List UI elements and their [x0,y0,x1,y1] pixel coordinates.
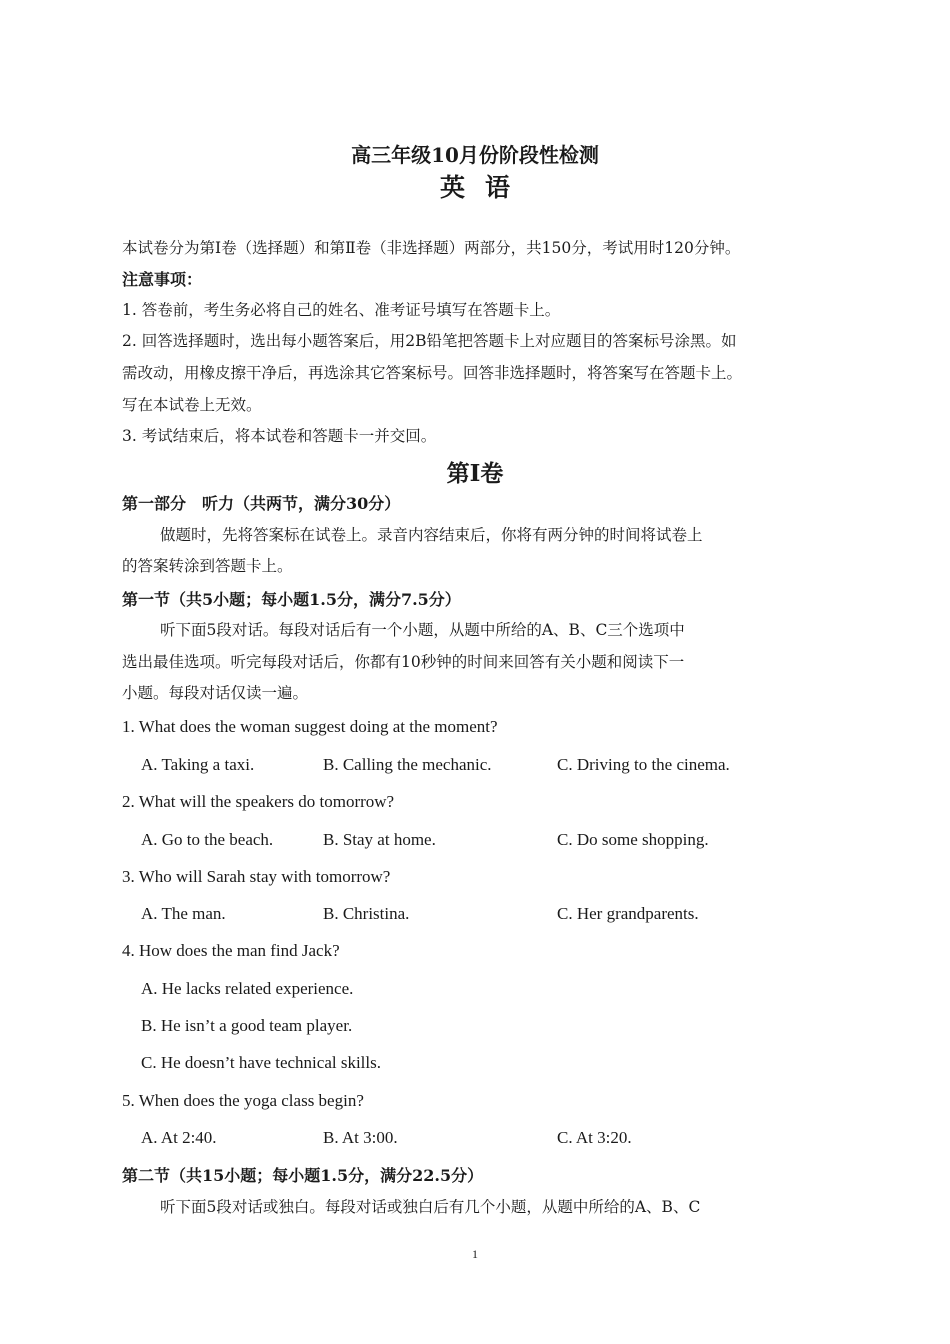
question-2: 2. What will the speakers do tomorrow? [122,792,395,811]
option-b: B. He isn’t a good team player. [141,1016,353,1035]
option-b: B. Stay at home. [323,830,436,849]
option-b: B. Calling the mechanic. [323,755,492,774]
question-5: 5. When does the yoga class begin? [122,1091,364,1110]
section1-instruction: 听下面5段对话。每段对话后有一个小题，从题中所给的A、B、C三个选项中 [160,621,685,639]
option-a: A. Taking a taxi. [141,755,255,774]
page-number: 1 [472,1247,478,1261]
volume-title: 第Ⅰ卷 [446,460,504,487]
option-a: A. Go to the beach. [141,830,274,849]
note-item: 3. 考试结束后，将本试卷和答题卡一并交回。 [122,427,437,445]
option-c: C. At 3:20. [557,1128,632,1147]
question-3: 3. Who will Sarah stay with tomorrow? [122,867,391,886]
section1-instruction: 小题。每段对话仅读一遍。 [122,684,309,702]
note-item: 1. 答卷前，考生务必将自己的姓名、准考证号填写在答题卡上。 [122,301,561,319]
section2-heading: 第二节（共15小题；每小题1.5分，满分22.5分） [122,1166,484,1185]
option-b: B. At 3:00. [323,1128,398,1147]
exam-title: 高三年级10月份阶段性检测 [351,143,599,167]
option-c: C. Do some shopping. [557,830,709,849]
part1-instruction: 的答案转涂到答题卡上。 [122,557,293,575]
intro-text: 本试卷分为第Ⅰ卷（选择题）和第Ⅱ卷（非选择题）两部分，共150分，考试用时120分钟。 [122,239,741,257]
note-item: 需改动，用橡皮擦干净后，再选涂其它答案标号。回答非选择题时，将答案写在答题卡上。 [122,364,743,382]
option-a: A. He lacks related experience. [141,979,354,998]
option-b: B. Christina. [323,904,410,923]
note-item: 写在本试卷上无效。 [122,396,262,414]
section1-instruction: 选出最佳选项。听完每段对话后，你都有10秒钟的时间来回答有关小题和阅读下一 [122,653,685,671]
question-4: 4. How does the man find Jack? [122,941,340,960]
note-item: 2. 回答选择题时，选出每小题答案后，用2B铅笔把答题卡上对应题目的答案标号涂黑。如 [122,332,737,350]
question-1: 1. What does the woman suggest doing at the moment? [122,717,498,736]
option-a: A. The man. [141,904,226,923]
section2-instruction: 听下面5段对话或独白。每段对话或独白后有几个小题，从题中所给的A、B、C [160,1198,701,1216]
part1-heading: 第一部分 听力（共两节，满分30分） [122,494,401,513]
subject-title: 英语 [439,173,530,202]
part1-instruction: 做题时，先将答案标在试卷上。录音内容结束后，你将有两分钟的时间将试卷上 [160,526,703,544]
option-c: C. Driving to the cinema. [557,755,730,774]
option-c: C. He doesn’t have technical skills. [141,1053,381,1072]
option-a: A. At 2:40. [141,1128,217,1147]
section1-heading: 第一节（共5小题；每小题1.5分，满分7.5分） [122,590,461,609]
option-c: C. Her grandparents. [557,904,699,923]
notes-heading: 注意事项： [122,270,203,289]
